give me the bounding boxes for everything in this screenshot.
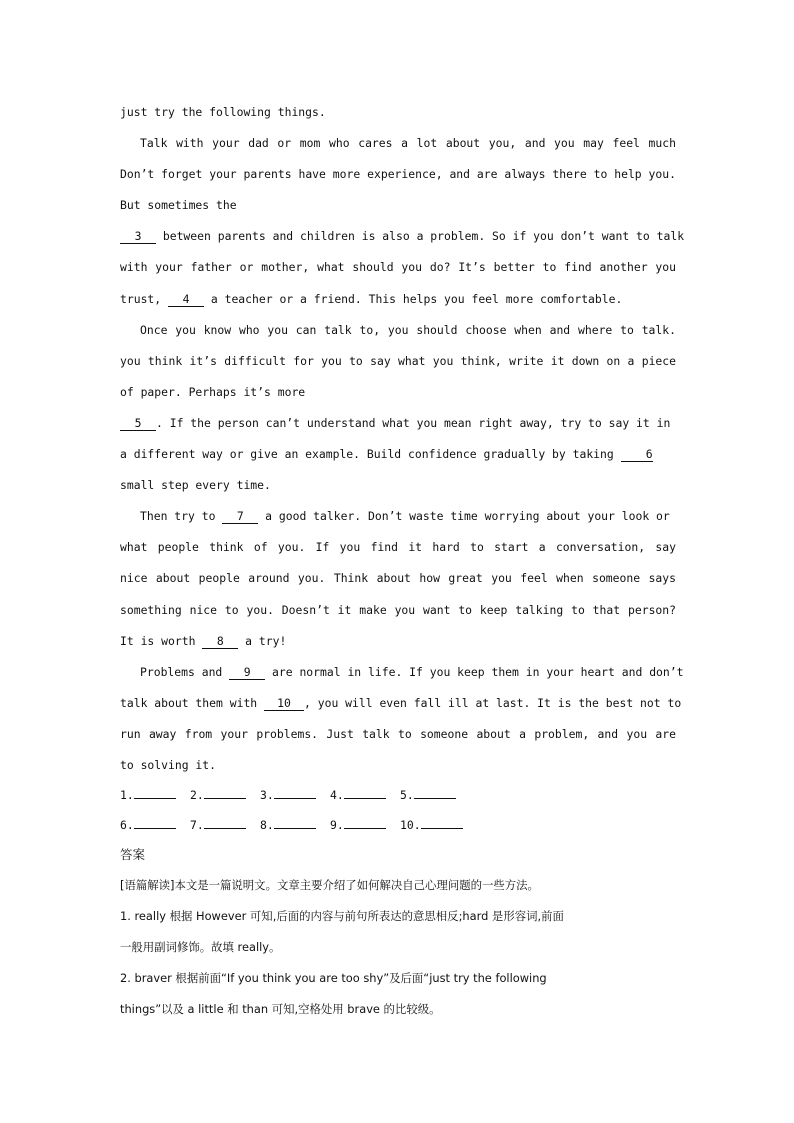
answer-slot[interactable]: 10.: [400, 811, 470, 841]
passage-line: what people think of you. If you find it hard to start a conversation, say: [120, 540, 676, 555]
passage-line: to solving it.: [120, 757, 217, 772]
passage-text: talk about them with: [120, 695, 265, 710]
answer-explanation: 2. braver 根据前面“If you think you are too shy”及后面“just try the following: [120, 971, 547, 986]
passage-line: [120, 657, 684, 688]
answer-slot[interactable]: 2.: [190, 781, 260, 811]
passage-line: with your father or mother, what should you do? It’s better to find another you: [120, 260, 676, 275]
answer-slot[interactable]: 7.: [190, 811, 260, 841]
passage-line: something nice to you. Doesn’t it make you want to keep talking to that person?: [120, 602, 676, 617]
answer-explanation: 1. really 根据 However 可知,后面的内容与前句所表达的意思相反;hard 是形容词,前面: [120, 909, 564, 924]
answer-slot[interactable]: 8.: [260, 811, 330, 841]
passage-line: of paper. Perhaps it’s more: [120, 384, 306, 399]
passage-text: a try!: [238, 633, 287, 648]
answer-slot[interactable]: 4.: [330, 781, 400, 811]
passage-text: trust,: [120, 291, 169, 306]
passage-text: between parents and children is also a problem. So if you don’t want to talk: [156, 229, 685, 244]
blank-5[interactable]: 5: [120, 416, 156, 431]
passage-line: small step every time.: [120, 478, 271, 493]
passage-text: . If the person can’t understand what you mean right away, try to say it in: [156, 415, 671, 430]
blank-7[interactable]: 7: [222, 509, 258, 524]
passage-line: [120, 626, 676, 657]
answer-slot[interactable]: 6.: [120, 811, 190, 841]
blank-4[interactable]: 4: [168, 292, 204, 307]
blank-9[interactable]: 9: [229, 665, 265, 680]
answer-slot[interactable]: 5.: [400, 781, 470, 811]
answer-slot[interactable]: 9.: [330, 811, 400, 841]
passage-line: Once you know who you can talk to, you should choose when and where to talk.: [140, 322, 676, 337]
passage-text: a teacher or a friend. This helps you feel more comfortable.: [204, 291, 623, 306]
passage-line: nice about people around you. Think about how great you feel when someone says: [120, 571, 676, 586]
passage-line: [120, 284, 676, 315]
passage-line: Talk with your dad or mom who cares a lot about you, and you may feel much: [140, 136, 676, 151]
passage-text: It is worth: [120, 633, 203, 648]
passage-line: [120, 408, 676, 439]
passage-text: are normal in life. If you keep them in your heart and don’t: [265, 664, 684, 679]
passage-text: a different way or give an example. Build confidence gradually by taking: [120, 447, 621, 462]
answers-heading: 答案: [120, 847, 146, 863]
answer-slot[interactable]: 1.: [120, 781, 190, 811]
passage-line: run away from your problems. Just talk to someone about a problem, and you are: [120, 726, 676, 741]
answer-sheet-row: [120, 811, 676, 841]
passage-line: [120, 688, 682, 719]
passage-line: [120, 439, 676, 470]
blank-3[interactable]: 3: [120, 229, 156, 244]
answer-sheet-row: [120, 781, 676, 811]
passage-text: Then try to: [140, 509, 223, 524]
blank-10[interactable]: 10: [264, 696, 304, 711]
answer-explanation: things”以及 a little 和 than 可知,空格处用 brave 的比较级。: [120, 1002, 441, 1017]
passage-text: a good talker. Don’t waste time worrying about your look or: [258, 509, 670, 524]
answer-slot[interactable]: 3.: [260, 781, 330, 811]
blank-6[interactable]: 6: [621, 447, 653, 462]
answer-summary: [语篇解读]本文是一篇说明文。文章主要介绍了如何解决自己心理问题的一些方法。: [120, 878, 539, 893]
blank-8[interactable]: 8: [202, 634, 238, 649]
passage-line: [120, 501, 676, 532]
passage-line: Don’t forget your parents have more experience, and are always there to help you.: [120, 167, 676, 182]
passage-text: Problems and: [140, 664, 230, 679]
document-page: [120, 97, 685, 1026]
answer-explanation: 一般用副词修饰。故填 really。: [120, 940, 281, 955]
passage-text: , you will even fall ill at last. It is the best not to: [304, 695, 682, 710]
passage-line: just try the following things.: [120, 105, 326, 119]
passage-line: But sometimes the: [120, 198, 237, 213]
passage-line: you think it’s difficult for you to say what you think, write it down on a piece: [120, 353, 676, 368]
passage-line: [120, 221, 685, 252]
